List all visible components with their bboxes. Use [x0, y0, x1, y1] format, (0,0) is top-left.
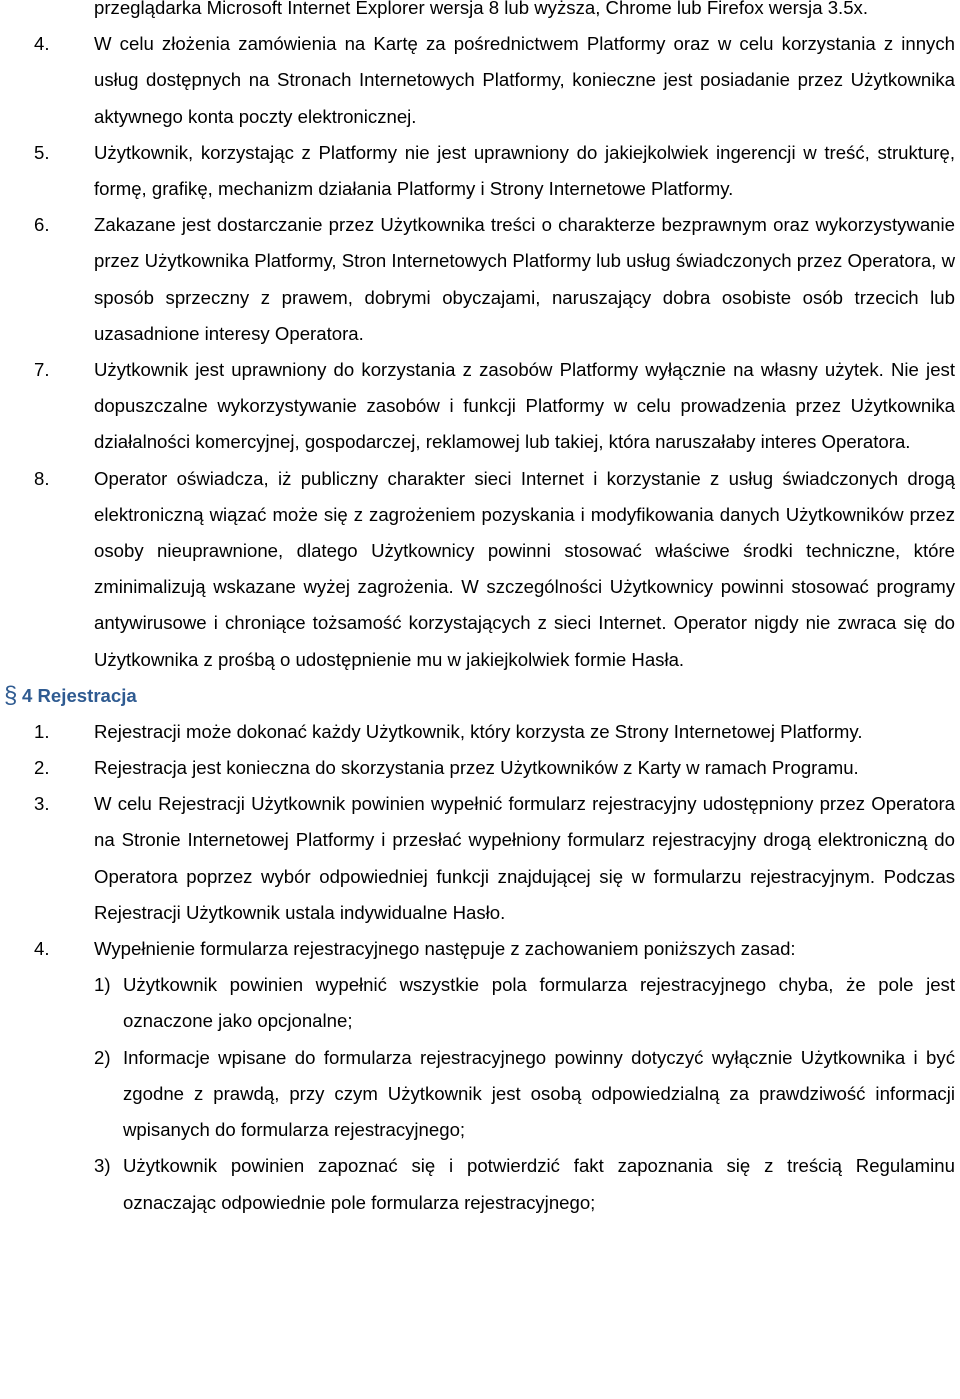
list-item-5 [0, 135, 960, 207]
list-item-number: 6. [34, 214, 50, 236]
list-item-number: 2. [34, 757, 50, 779]
sub-list-item-number: 1) [94, 974, 111, 996]
sub-list-item-text: Użytkownik powinien zapoznać się i potwierdzić fakt zapoznania się z treścią Regulaminu oznaczając odpowiednie pole formularza rejestracyjnego; [123, 1155, 955, 1213]
sub-list-item-3 [0, 1148, 960, 1220]
list-item-text: Rejestracja jest konieczna do skorzystania przez Użytkowników z Karty w ramach Programu. [94, 757, 859, 779]
list-item-text: Użytkownik jest uprawniony do korzystania z zasobów Platformy wyłącznie na własny użytek. Nie jest dopuszczalne wykorzystywanie zasobów i funkcji Platformy w celu prowadzenia przez Użytkownika działalności komercyjnej, gospodarczej, reklamowej lub takiej, która naruszałaby interes Operatora. [94, 359, 955, 453]
list-item-6 [0, 207, 960, 352]
list-item-7 [0, 352, 960, 461]
sub-list-item-number: 2) [94, 1046, 111, 1068]
list-item-number: 4. [34, 33, 50, 55]
list-item-text: Zakazane jest dostarczanie przez Użytkownika treści o charakterze bezprawnym oraz wykorzystywanie przez Użytkownika Platformy, Stron Internetowych Platformy lub usług świadczonych przez Operatora, w sposób sprzeczny z prawem, dobrymi obyczajami, naruszający dobra osobiste osób trzecich lub uzasadnione interesy Operatora. [94, 214, 955, 344]
list-item-text: Wypełnienie formularza rejestracyjnego następuje z zachowaniem poniższych zasad: [94, 938, 796, 960]
sub-list-item-2 [0, 1040, 960, 1149]
list-item-4 [0, 26, 960, 135]
list-item-number: 4. [34, 938, 50, 960]
list-item-2 [0, 750, 960, 786]
sub-list-item-number: 3) [94, 1155, 111, 1177]
list-item-text: Użytkownik, korzystając z Platformy nie jest uprawniony do jakiejkolwiek ingerencji w treść, strukturę, formę, grafikę, mechanizm działania Platformy i Strony Internetowe Platformy. [94, 141, 955, 200]
list-item-3 [0, 786, 960, 931]
list-item-text: Rejestracji może dokonać każdy Użytkownik, który korzysta ze Strony Internetowej Platformy. [94, 720, 863, 742]
list-item-number: 7. [34, 359, 50, 381]
list-item-text: W celu Rejestracji Użytkownik powinien wypełnić formularz rejestracyjny udostępniony przez Operatora na Stronie Internetowej Platformy i przesłać wypełniony formularz rejestracyjny drogą elektroniczną do Operatora poprzez wybór odpowiedniej funkcji znajdującej się w formularzu rejestracyjnym. Podczas Rejestracji Użytkownik ustala indywidualne Hasło. [94, 793, 955, 923]
section-sign: § [4, 681, 18, 709]
list-item-text: Operator oświadcza, iż publiczny charakter sieci Internet i korzystanie z usług świadczonych drogą elektroniczną wiązać może się z zagrożeniem pozyskania i modyfikowania danych Użytkowników przez osoby nieuprawnione, dlatego Użytkownicy powinni stosować właściwe środki techniczne, które zminimalizują wskazane wyżej zagrożenia. W szczególności Użytkownicy powinni stosować programy antywirusowe i chroniące tożsamość korzystających z sieci Internet. Operator nigdy nie zwraca się do Użytkownika z prośbą o udostępnienie mu w jakiejkolwiek formie Hasła. [94, 467, 955, 670]
sub-list-item-text: Użytkownik powinien wypełnić wszystkie pola formularza rejestracyjnego chyba, że pole jest oznaczone jako opcjonalne; [123, 974, 955, 1032]
section-heading [0, 678, 960, 714]
list-item-number: 8. [34, 467, 50, 489]
sub-list-item-text: Informacje wpisane do formularza rejestracyjnego powinny dotyczyć wyłącznie Użytkownika i być zgodne z prawdą, przy czym Użytkownik jest osobą odpowiedzialną za prawdziwość informacji wpisanych do formularza rejestracyjnego; [123, 1046, 955, 1141]
list-item-1 [0, 714, 960, 750]
list-item-text: W celu złożenia zamówienia na Kartę za pośrednictwem Platformy oraz w celu korzystania z innych usług dostępnych na Stronach Internetowych Platformy, konieczne jest posiadanie przez Użytkownika aktywnego konta poczty elektronicznej. [94, 33, 955, 127]
section-title: 4 Rejestracja [22, 684, 137, 706]
sub-list-item-1 [0, 967, 960, 1039]
list-item-number: 1. [34, 720, 50, 742]
list-item-number: 3. [34, 793, 50, 815]
list-item-4b [0, 931, 960, 967]
list-item-number: 5. [34, 141, 50, 163]
list-item-text: przeglądarka Microsoft Internet Explorer wersja 8 lub wyższa, Chrome lub Firefox wersja 3.5x. [94, 0, 869, 18]
list-item-8 [0, 461, 960, 678]
list-item-continuation [0, 0, 960, 26]
